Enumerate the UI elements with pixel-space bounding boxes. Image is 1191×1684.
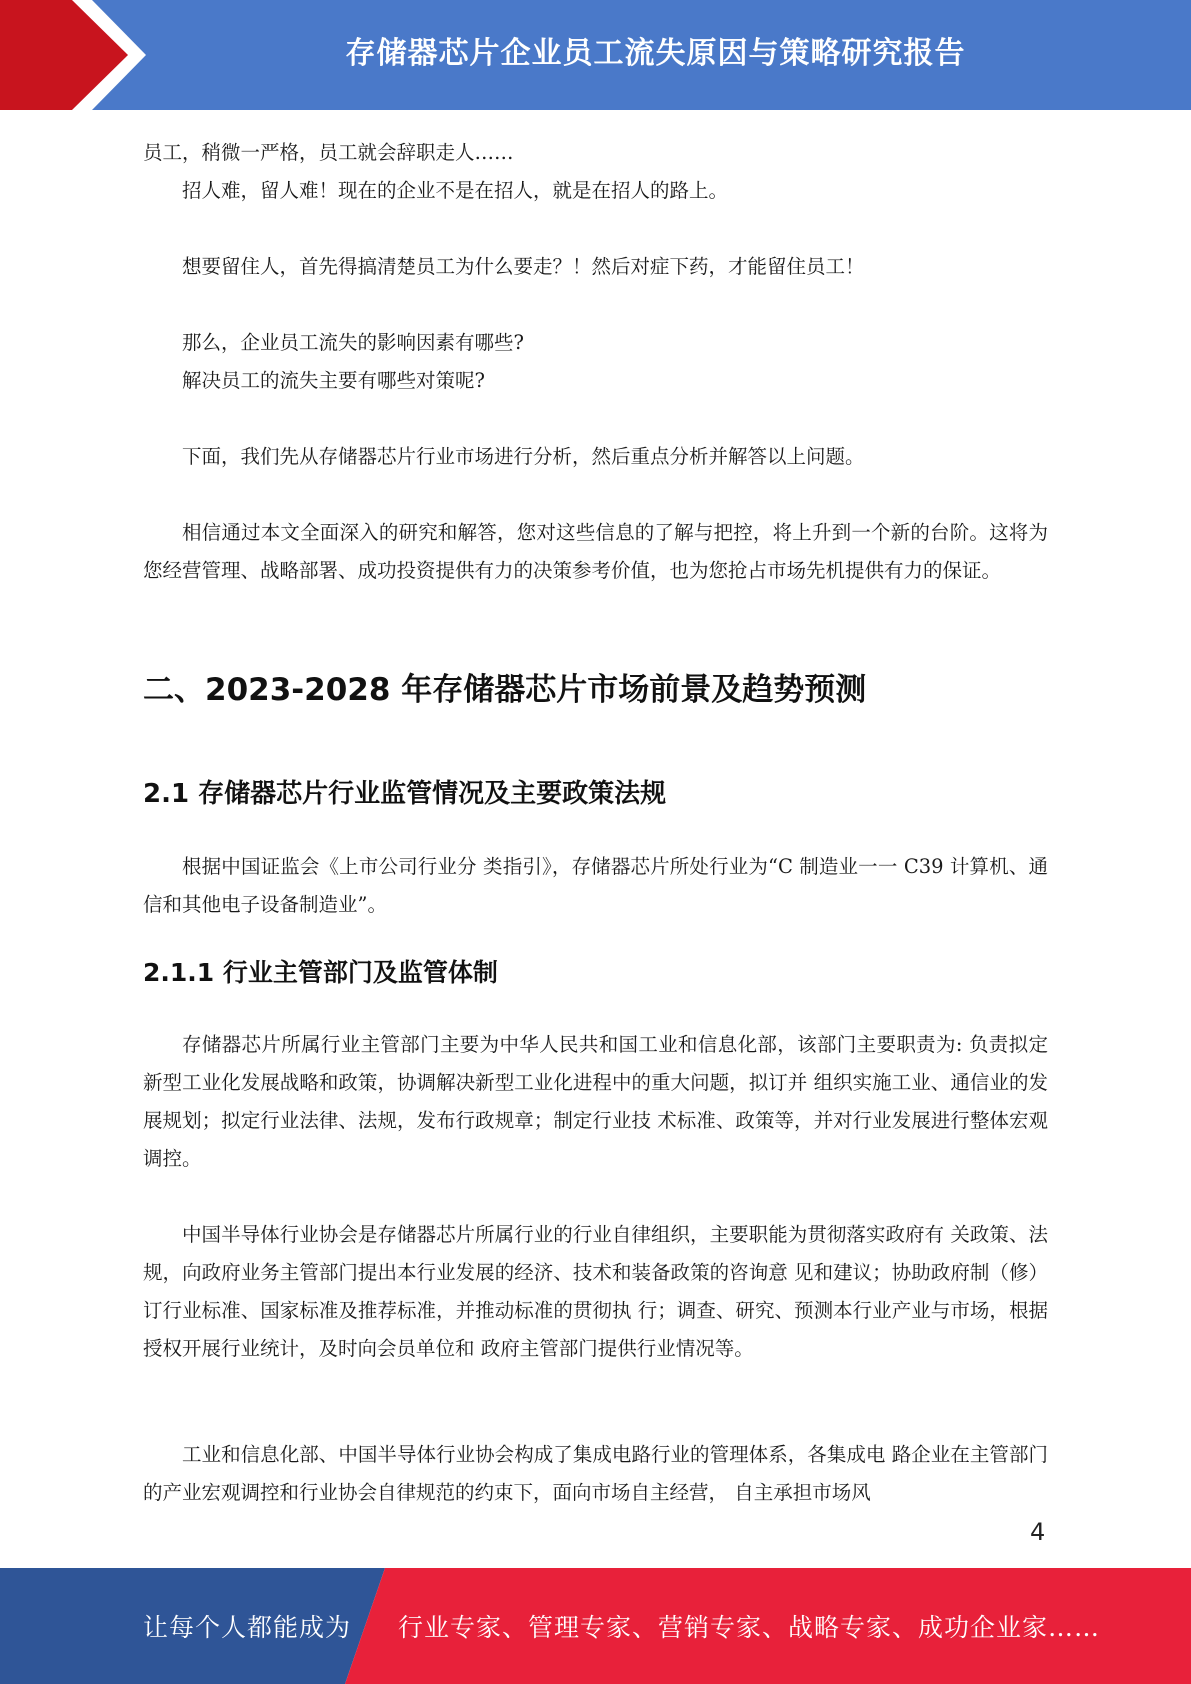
header-chevron-decoration bbox=[0, 0, 160, 110]
paragraph: 下面，我们先从存储器芯片行业市场进行分析，然后重点分析并解答以上问题。 bbox=[182, 445, 865, 468]
subsection-heading-2-1-1: 2.1.1 行业主管部门及监管体制 bbox=[143, 958, 498, 987]
paragraph: 那么，企业员工流失的影响因素有哪些? bbox=[182, 331, 524, 354]
page-header bbox=[0, 0, 1191, 110]
paragraph: 根据中国证监会《上市公司行业分 类指引》，存储器芯片所处行业为“C 制造业一一 C39 计算机、通信和其他电子设备制造业”。 bbox=[143, 855, 1048, 916]
section-heading: 二、2023-2028 年存储器芯片市场前景及趋势预测 bbox=[143, 672, 867, 708]
page-number: 4 bbox=[1030, 1518, 1046, 1546]
paragraph: 相信通过本文全面深入的研究和解答，您对这些信息的了解与把控，将上升到一个新的台阶。这将为您经营管理、战略部署、成功投资提供有力的决策参考价值，也为您抢占市场先机提供有力的保证。 bbox=[143, 521, 1048, 582]
paragraph: 招人难，留人难！现在的企业不是在招人，就是在招人的路上。 bbox=[182, 179, 729, 202]
paragraph: 中国半导体行业协会是存储器芯片所属行业的行业自律组织，主要职能为贯彻落实政府有 关政策、法规，向政府业务主管部门提出本行业发展的经济、技术和装备政策的咨询意 见和建议；协助政府制（修）订行业标准、国家标准及推荐标准，并推动标准的贯彻执 行；调查、研究、预测本行业产业与市场，根据授权开展行业统计，及时向会员单位和 政府主管部门提供行业情况等。 bbox=[143, 1223, 1048, 1360]
report-title: 存储器芯片企业员工流失原因与策略研究报告 bbox=[345, 36, 966, 71]
paragraph: 员工，稍微一严格，员工就会辞职走人…… bbox=[143, 141, 514, 164]
paragraph: 存储器芯片所属行业主管部门主要为中华人民共和国工业和信息化部，该部门主要职责为: 负责拟定新型工业化发展战略和政策，协调解决新型工业化进程中的重大问题，拟订并 组织实施工业、通信业的发展规划；拟定行业法律、法规，发布行政规章；制定行业技 术标准、政策等，并对行业发展进行整体宏观调控。 bbox=[143, 1033, 1048, 1170]
subsection-heading-2-1: 2.1 存储器芯片行业监管情况及主要政策法规 bbox=[143, 779, 667, 809]
paragraph: 工业和信息化部、中国半导体行业协会构成了集成电路行业的管理体系，各集成电 路企业在主管部门的产业宏观调控和行业协会自律规范的约束下，面向市场自主经营， 自主承担市场风 bbox=[143, 1443, 1048, 1504]
page-footer bbox=[0, 1568, 1191, 1684]
footer-slogan-right: 行业专家、管理专家、营销专家、战略专家、成功企业家…… bbox=[398, 1613, 1101, 1642]
footer-slogan-left: 让每个人都能成为 bbox=[143, 1613, 352, 1642]
paragraph: 解决员工的流失主要有哪些对策呢? bbox=[182, 369, 485, 392]
paragraph: 想要留住人，首先得搞清楚员工为什么要走？！然后对症下药，才能留住员工！ bbox=[182, 255, 865, 278]
